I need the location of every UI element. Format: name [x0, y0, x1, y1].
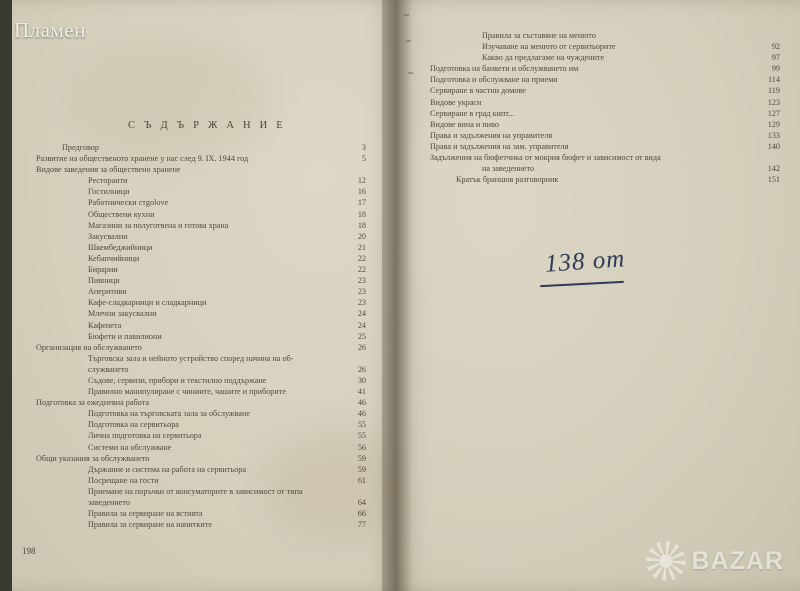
toc-entry-page: 21 — [357, 242, 366, 252]
toc-entry-page: 59 — [357, 453, 366, 463]
toc-entry-label: Подготовка на сервитьора — [88, 420, 179, 430]
toc-entry — [36, 297, 366, 308]
page-edge-mark — [404, 14, 409, 16]
toc-entry — [36, 286, 366, 297]
toc-entry-page: 55 — [357, 431, 366, 441]
toc-entry — [36, 164, 366, 175]
toc-entry-page: 140 — [767, 141, 780, 151]
page-number: 198 — [22, 546, 36, 556]
toc-entry-page: 119 — [768, 86, 780, 96]
toc-entry-page: 18 — [357, 220, 366, 230]
toc-entry-page: 114 — [768, 75, 780, 85]
toc-entry-label: Сервиране в град кипт... — [430, 108, 515, 118]
toc-left-column — [36, 142, 366, 530]
toc-entry-label: Кратък браншов разговорник — [456, 175, 559, 185]
toc-entry-page: 123 — [767, 97, 780, 107]
toc-entry — [430, 52, 780, 63]
toc-entry — [430, 141, 780, 152]
toc-entry — [36, 364, 366, 375]
toc-entry-label: Търговска зала и нейното устройство според начина на об- — [88, 353, 294, 363]
toc-entry-label: Работнически стgolove — [88, 198, 169, 208]
toc-entry-page: 3 — [361, 143, 366, 152]
toc-entry-label: Лична подготовка на сервитьора — [88, 431, 202, 441]
toc-entry — [36, 186, 366, 197]
toc-entry — [430, 108, 780, 119]
toc-entry — [430, 130, 780, 141]
toc-entry-label: Приемане на поръчки от консуматорите в зависимост от типа — [88, 486, 303, 496]
toc-entry-page: 24 — [357, 320, 366, 330]
toc-entry-page: 56 — [357, 442, 366, 452]
toc-entry-label: Гостилници — [88, 187, 130, 197]
toc-entry — [36, 275, 366, 286]
toc-entry-page: 5 — [361, 154, 366, 164]
toc-entry — [36, 342, 366, 353]
toc-entry — [430, 63, 780, 74]
toc-entry-page: 59 — [357, 464, 366, 474]
toc-entry — [430, 174, 780, 185]
watermark-bazar-text: BAZAR — [691, 546, 784, 575]
toc-entry-label: на заведението — [482, 164, 535, 174]
toc-entry-page: 26 — [357, 364, 366, 374]
toc-entry — [430, 41, 780, 52]
toc-entry-label: Кебапчийници — [88, 253, 140, 263]
toc-entry — [36, 464, 366, 475]
toc-entry-label: Подготовка за ежедневна работа — [36, 398, 149, 408]
toc-entry — [36, 264, 366, 275]
toc-entry — [430, 97, 780, 108]
bazar-logo-icon — [646, 541, 686, 581]
toc-entry-label: Подготовка и обслужване на приеми — [430, 75, 558, 85]
toc-entry-label: Какво да предлагаме на чуждените — [482, 53, 605, 63]
toc-entry-label: Държание и система на работа на сервитьора — [88, 464, 246, 474]
toc-entry-page: 23 — [357, 287, 366, 297]
toc-entry-label: Пивници — [88, 276, 120, 286]
toc-entry-label: Кафенета — [88, 320, 122, 330]
page-title: С Ъ Д Ъ Р Ж А Н И Е — [128, 120, 286, 131]
toc-entry-page: 23 — [357, 298, 366, 308]
toc-entry-label: Права и задължения на управителя — [430, 130, 553, 140]
watermark-bazar — [646, 541, 785, 581]
toc-entry-label: Видове заведения за обществено хранене — [36, 165, 181, 175]
toc-entry-label: Шкембеджийници — [88, 242, 153, 252]
toc-entry-label: Права и задължения на зам. управителя — [430, 141, 569, 151]
toc-entry — [36, 475, 366, 486]
toc-entry-label: Задължения на бюфетчика от мокрия бюфет и зависимост от вида — [430, 153, 661, 163]
toc-entry — [36, 220, 366, 231]
page-edge-mark — [406, 40, 411, 42]
toc-entry-label: Правила за сервиране на ястията — [88, 509, 203, 519]
toc-entry-label: Организация на обслужването — [36, 342, 142, 352]
toc-entry — [36, 508, 366, 519]
toc-entry-page: 133 — [767, 130, 780, 140]
toc-entry-page: 26 — [357, 342, 366, 352]
toc-entry-page: 127 — [767, 108, 780, 118]
toc-entry-page: 64 — [357, 498, 366, 507]
toc-entry — [430, 119, 780, 130]
toc-entry-page: 30 — [357, 375, 366, 385]
toc-entry — [430, 30, 780, 41]
toc-entry-page: 22 — [357, 253, 366, 263]
toc-entry-label: служването — [88, 364, 129, 374]
toc-entry-label: Правила за съставяне на менюто — [482, 31, 596, 40]
toc-entry — [36, 419, 366, 430]
toc-entry — [36, 320, 366, 331]
toc-entry-label: Съдове, сервизи, прибори и текстилно поддържане — [88, 375, 267, 385]
toc-entry — [36, 397, 366, 408]
toc-entry-page: 17 — [357, 198, 366, 208]
toc-entry — [36, 519, 366, 530]
toc-entry — [36, 231, 366, 242]
toc-entry — [430, 152, 780, 163]
toc-entry-label: Бирарии — [88, 265, 118, 275]
toc-entry — [36, 242, 366, 253]
toc-entry-label: Системи на обслужване — [88, 442, 172, 452]
toc-entry-page: 20 — [357, 231, 366, 241]
toc-right-column — [430, 30, 780, 185]
toc-entry-page: 151 — [767, 175, 780, 185]
toc-entry — [430, 163, 780, 174]
toc-entry-page: 46 — [357, 398, 366, 408]
toc-entry — [36, 375, 366, 386]
toc-entry-page: 142 — [767, 164, 780, 174]
watermark-uploader: Пламен — [14, 18, 86, 42]
toc-entry — [430, 74, 780, 85]
toc-entry-page: 55 — [357, 420, 366, 430]
toc-entry-page: 97 — [771, 53, 780, 63]
toc-entry — [36, 353, 366, 364]
toc-entry-label: Закусвални — [88, 231, 128, 241]
toc-entry — [36, 253, 366, 264]
toc-entry-label: Правила за сервиране на напитките — [88, 520, 212, 530]
toc-entry-label: Магазини за полуготвена и готова храна — [88, 220, 229, 230]
toc-entry-page: 46 — [357, 409, 366, 419]
toc-entry-page: 25 — [357, 331, 366, 341]
toc-entry — [36, 175, 366, 186]
toc-entry-label: Ресторанти — [88, 176, 128, 186]
toc-entry-page: 66 — [357, 509, 366, 519]
toc-entry-page: 92 — [771, 42, 780, 52]
page-edge-mark — [408, 72, 413, 74]
toc-entry — [430, 85, 780, 96]
toc-entry — [36, 153, 366, 164]
toc-entry — [36, 497, 366, 508]
toc-entry-label: Сервиране в частни домове — [430, 86, 526, 96]
toc-entry-label: Кафе-сладкарници и сладкарници — [88, 298, 207, 308]
toc-entry — [36, 331, 366, 342]
toc-entry-label: Посрещане на гости — [88, 475, 159, 485]
toc-entry-label: Подготовка на банкети и обслужването им — [430, 64, 579, 74]
toc-entry-page: 22 — [357, 265, 366, 275]
toc-entry-page: 77 — [357, 520, 366, 530]
toc-entry — [36, 197, 366, 208]
toc-entry — [36, 453, 366, 464]
toc-entry — [36, 209, 366, 220]
toc-entry — [36, 386, 366, 397]
toc-entry-label: Правилно манипулиране с чиниите, чашите и приборите — [88, 387, 286, 397]
toc-entry-label: Бюфети и павилиони — [88, 331, 162, 341]
toc-entry-page: 16 — [357, 187, 366, 197]
toc-entry-label: Предговор — [62, 143, 99, 152]
toc-entry-page: 61 — [357, 475, 366, 485]
toc-entry-label: Обществени кухни — [88, 209, 155, 219]
toc-entry-page: 12 — [357, 176, 366, 186]
toc-entry — [36, 408, 366, 419]
toc-entry — [36, 486, 366, 497]
toc-entry-label: заведението — [88, 498, 130, 507]
toc-entry-label: Аперитиви — [88, 287, 127, 297]
toc-entry-page: 18 — [357, 209, 366, 219]
toc-entry-label: Общи указания за обслужването — [36, 453, 150, 463]
toc-entry-label: Видове вина и пиво — [430, 119, 500, 129]
toc-entry-page: 23 — [357, 276, 366, 286]
toc-entry — [36, 142, 366, 153]
toc-entry-label: Развитие на общественото хранене у нас след 9. IX. 1944 год — [36, 154, 249, 164]
toc-entry-page: 129 — [767, 119, 780, 129]
handwritten-note: 138 от — [544, 245, 627, 278]
toc-entry-label: Подготовка на търговската зала за обслужване — [88, 409, 250, 419]
toc-entry-page: 41 — [357, 387, 366, 397]
toc-entry — [36, 430, 366, 441]
toc-entry-label: Млечни закусвални — [88, 309, 157, 319]
toc-entry-page: 24 — [357, 309, 366, 319]
toc-entry-label: Изучаване на менюто от сервитьорите — [482, 42, 616, 52]
toc-entry — [36, 308, 366, 319]
toc-entry-label: Видове украси — [430, 97, 482, 107]
toc-entry-page: 99 — [771, 64, 780, 74]
toc-entry — [36, 442, 366, 453]
